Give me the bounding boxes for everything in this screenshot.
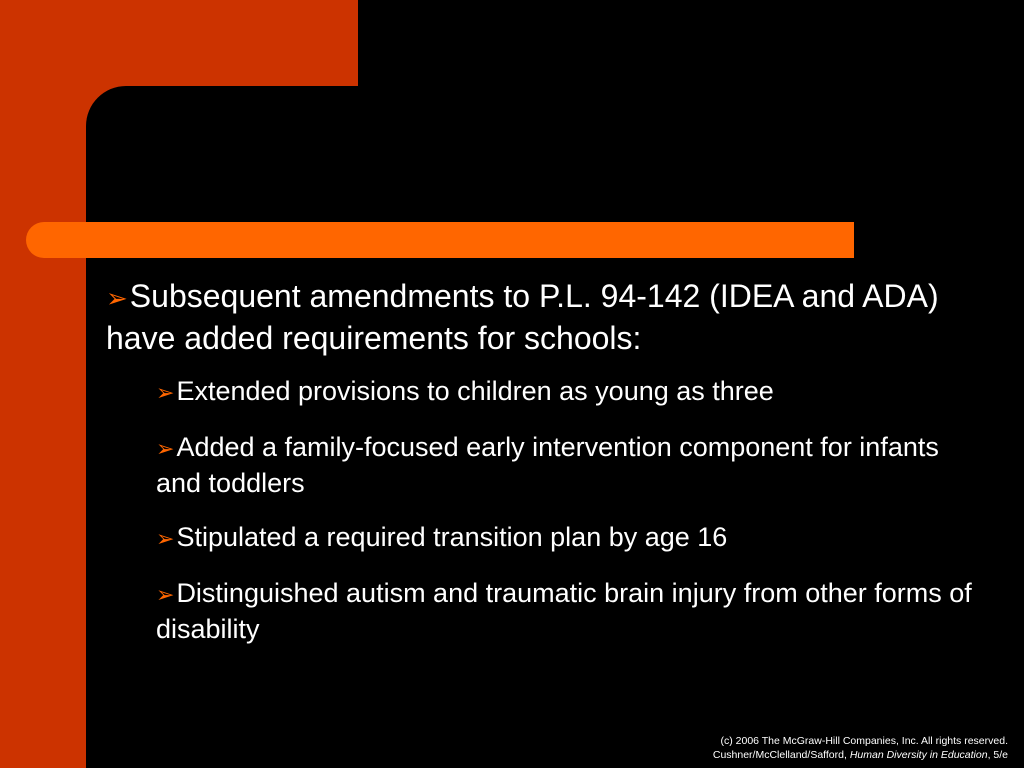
arrow-bullet-icon: ➢ <box>156 526 175 551</box>
arrow-bullet-icon: ➢ <box>106 283 128 313</box>
sub-bullet-text: Extended provisions to children as young as three <box>176 376 774 406</box>
list-item <box>156 374 986 410</box>
sub-bullet-text: Stipulated a required transition plan by age 16 <box>176 522 728 552</box>
slide-content <box>106 276 986 666</box>
top-right-panel <box>358 0 1024 90</box>
arrow-bullet-icon: ➢ <box>156 582 175 607</box>
sub-bullet-text: Distinguished autism and traumatic brain injury from other forms of disability <box>156 578 972 644</box>
citation-edition: , 5/e <box>987 749 1008 761</box>
arrow-bullet-icon: ➢ <box>156 380 175 405</box>
arrow-bullet-icon: ➢ <box>156 436 175 461</box>
list-item <box>156 576 986 646</box>
list-item <box>156 430 986 500</box>
list-item <box>156 520 986 556</box>
sub-bullet-text: Added a family-focused early intervention component for infants and toddlers <box>156 432 939 498</box>
copyright-footer <box>713 734 1008 762</box>
accent-bar <box>26 222 854 258</box>
citation-book-title: Human Diversity in Education <box>849 749 988 761</box>
citation-authors: Cushner/McClelland/Safford, <box>712 749 850 761</box>
citation-line <box>713 748 1008 762</box>
main-bullet <box>106 276 986 358</box>
main-bullet-text: Subsequent amendments to P.L. 94-142 (IDEA and ADA) have added requirements for schools: <box>106 278 939 356</box>
sub-bullet-list <box>106 374 986 646</box>
copyright-line: (c) 2006 The McGraw-Hill Companies, Inc. All rights reserved. <box>720 735 1008 747</box>
left-band <box>0 0 86 768</box>
